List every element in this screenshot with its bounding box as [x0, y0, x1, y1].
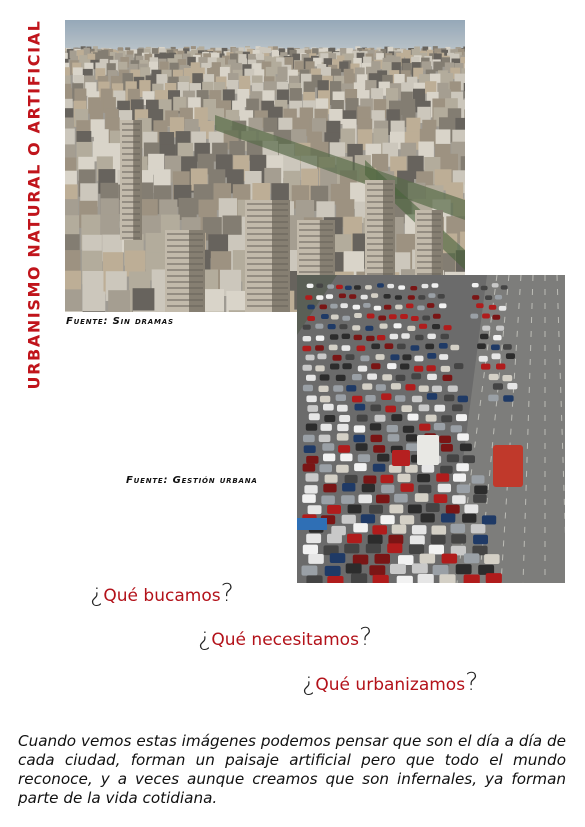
- question-close-mark: ?: [465, 667, 479, 696]
- question-2: [198, 624, 372, 649]
- question-text: Qué urbanizamos: [315, 675, 466, 695]
- question-text: Qué bucamos: [103, 586, 221, 606]
- city-photo-credit: Fuente: Sin dramas: [66, 316, 174, 327]
- city-aerial-photo: [65, 20, 465, 312]
- traffic-jam-photo: [297, 275, 565, 583]
- city-photo-graphic: [65, 20, 465, 312]
- question-3: [302, 669, 478, 694]
- vertical-title: [22, 19, 46, 389]
- question-open-mark: ¿: [302, 667, 316, 696]
- question-open-mark: ¿: [90, 578, 104, 607]
- body-paragraph: Cuando vemos estas imágenes podemos pensar que son el día a día de cada ciudad, forman un paisaje artificial pero que todo el mundo reconoce, y a veces aunque creamos que son infernales, ya forman parte de la vida cotidiana.: [18, 732, 566, 808]
- question-1: [90, 580, 234, 605]
- traffic-photo-credit: Fuente: Gestión urbana: [126, 475, 258, 486]
- traffic-photo-graphic: [297, 275, 565, 583]
- side-title-text: URBANISMO NATURAL O ARTIFICIAL: [24, 19, 44, 389]
- question-text: Qué necesitamos: [211, 630, 359, 650]
- question-close-mark: ?: [220, 578, 234, 607]
- question-close-mark: ?: [358, 622, 373, 651]
- question-open-mark: ¿: [198, 622, 212, 651]
